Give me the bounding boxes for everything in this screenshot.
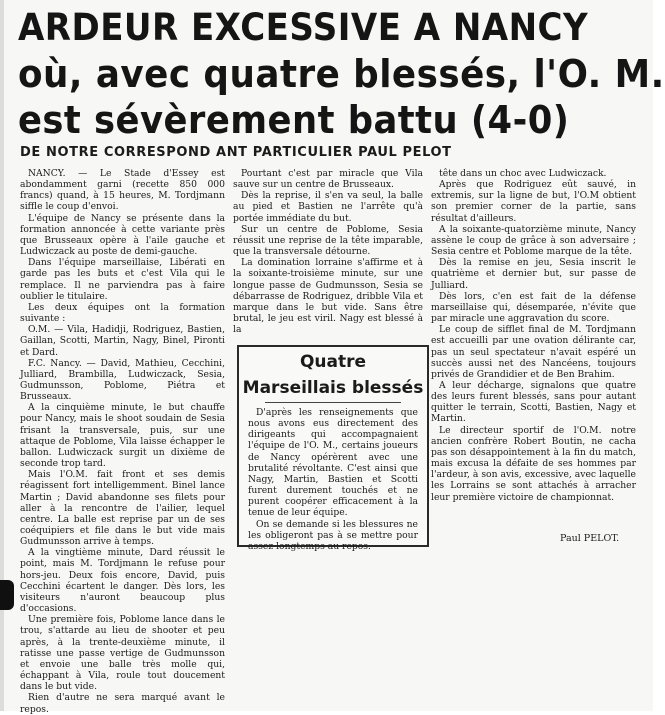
paragraph: Le directeur sportif de l'O.M. notre ancien confrère Robert Boutin, ne cacha pas son désappointement à la fin du match, mais excusa la défaite de ses hommes par l'ardeur, à son avis, excessive, avec laquelle les Lorrains se sont attachés à arracher leur première victoire de championnat. (431, 424, 636, 503)
headline-line-2: où, avec quatre blessés, l'O. M. (18, 52, 665, 96)
paragraph: Mais l'O.M. fait front et ses demis réagissent fort intelligemment. Binel lance Martin ; David abandonne ses filets pour aller à la rencontre de l'ailier, lequel centre. La balle est reprise par un de ses coéquipiers et file dans le but vide mais Gudmunsson arrive à temps. (20, 469, 225, 548)
paragraph: O.M. — Vila, Hadidji, Rodriguez, Bastien, Gaillan, Scotti, Martin, Nagy, Binel, Pironti et Dard. (20, 324, 225, 358)
paragraph: La domination lorraine s'affirme et à la soixante-troisième minute, sur une longue passe de Gudmunsson, Sesia se débarrasse de Rodriguez, dribble Vila et marque dans le but vide. Sans être brutal, le jeu est viril. Nagy est blessé à la (233, 257, 423, 336)
paragraph: Pourtant c'est par miracle que Vila sauve sur un centre de Brusseaux. (233, 168, 423, 191)
paragraph: F.C. Nancy. — David, Mathieu, Cecchini, Julliard, Brambilla, Ludwiczack, Sesia, Gudmunsson, Poblome, Piétra et Brusseaux. (20, 357, 225, 403)
article-column-2 (233, 168, 423, 340)
paragraph: Le coup de sifflet final de M. Tordjmann est accueilli par une ovation délirante car, pas un seul spectateur n'avait espéré un succès aussi net des Nancéens, toujours privés de Grandidier et de Ben Brahim. (431, 324, 636, 380)
article-column-3 (431, 168, 636, 548)
paragraph: L'équipe de Nancy se présente dans la formation annoncée à cette variante près que Brusseaux opère à l'aile gauche et Ludwiczack au poste de demi-gauche. (20, 212, 225, 258)
paragraph: Dès lors, c'en est fait de la défense marseillaise qui, désemparée, n'évite que par miracle une aggravation du score. (431, 290, 636, 325)
paragraph: Rien d'autre ne sera marqué avant le repos. (20, 692, 225, 715)
byline: DE NOTRE CORRESPOND ANT PARTICULIER PAUL PELOT (20, 145, 452, 160)
paragraph: Après que Rodriguez eût sauvé, in extremis, sur la ligne de but, l'O.M obtient son premier corner de la partie, sans résultat d'ailleurs. (431, 179, 636, 224)
article-column-1 (20, 168, 225, 715)
paragraph: NANCY. — Le Stade d'Essey est abondamment garni (recette 850 000 francs) quand, à 15 heures, M. Tordjmann siffle le coup d'envoi. (20, 168, 225, 213)
headline-line-1: ARDEUR EXCESSIVE A NANCY (18, 6, 589, 49)
paragraph: Dans l'équipe marseillaise, Libérati en garde pas les buts et c'est Vila qui le remplace. Il ne parviendra pas à faire oublier le titulaire. (20, 257, 225, 302)
paragraph: Les deux équipes ont la formation suivante : (20, 301, 225, 325)
paragraph: Dès la reprise, il s'en va seul, la balle au pied et Bastien ne l'arrête qu'à portée immédiate du but. (233, 190, 423, 224)
box-divider (265, 402, 401, 403)
paragraph: tête dans un choc avec Ludwiczack. (439, 168, 607, 179)
paragraph: A la vingtième minute, Dard réussit le point, mais M. Tordjmann le refuse pour hors-jeu. Deux fois encore, David, puis Cecchini écartent le danger. Dès lors, les visiteurs n'auront beaucoup plus d'occasions. (20, 547, 225, 615)
box-title-line-2: Marseillais blessés (242, 378, 424, 398)
box-text (239, 407, 427, 552)
paragraph: D'après les renseignements que nous avons eus directement des dirigeants qui accompagnaient l'équipe de l'O. M., certains joueurs de Nancy opérèrent avec une brutalité révoltante. C'est ainsi que Nagy, Martin, Bastien et Scotti furent durement touchés et ne purent coopérer efficacement à la tenue de leur équipe. (248, 407, 418, 519)
paragraph: A leur décharge, signalons que quatre des leurs furent blessés, sans pour autant quitter le terrain, Scotti, Bastien, Nagy et Martin. (431, 379, 636, 425)
paragraph: Une première fois, Poblome lance dans le trou, s'attarde au lieu de shooter et peu après, à la trente-deuxième minute, il ratisse une passe vertige de Gudmunsson et envoie une balle très molle qui, échappant à Vila, roule tout doucement dans le but vide. (20, 614, 225, 693)
paragraph: A la cinquième minute, le but chauffe pour Nancy, mais le shoot soudain de Sesia frisant la transversale, puis, sur une attaque de Poblome, Vila laisse échapper le ballon. Ludwiczack surgit un dixième de seconde trop tard. (20, 402, 225, 470)
paragraph: A la soixante-quatorzième minute, Nancy assène le coup de grâce à son adversaire ; Sesia centre et Poblome marque de la tête. (431, 223, 636, 258)
headline-line-3: est sévèrement battu (4-0) (18, 98, 570, 142)
signature: Paul PELOT. (560, 533, 620, 544)
paragraph: Dès la remise en jeu, Sesia inscrit le quatrième et dernier but, sur passe de Julliard. (431, 257, 636, 291)
paragraph: Sur un centre de Poblome, Sesia réussit une reprise de la tête imparable, que la transversale détourne. (233, 223, 423, 258)
box-title-line-1: Quatre (299, 352, 367, 372)
paragraph: On se demande si les blessures ne les obligeront pas à se mettre pour assez longtemps au repos. (248, 518, 418, 552)
ink-smear (0, 580, 14, 610)
sidebar-box (237, 345, 429, 552)
